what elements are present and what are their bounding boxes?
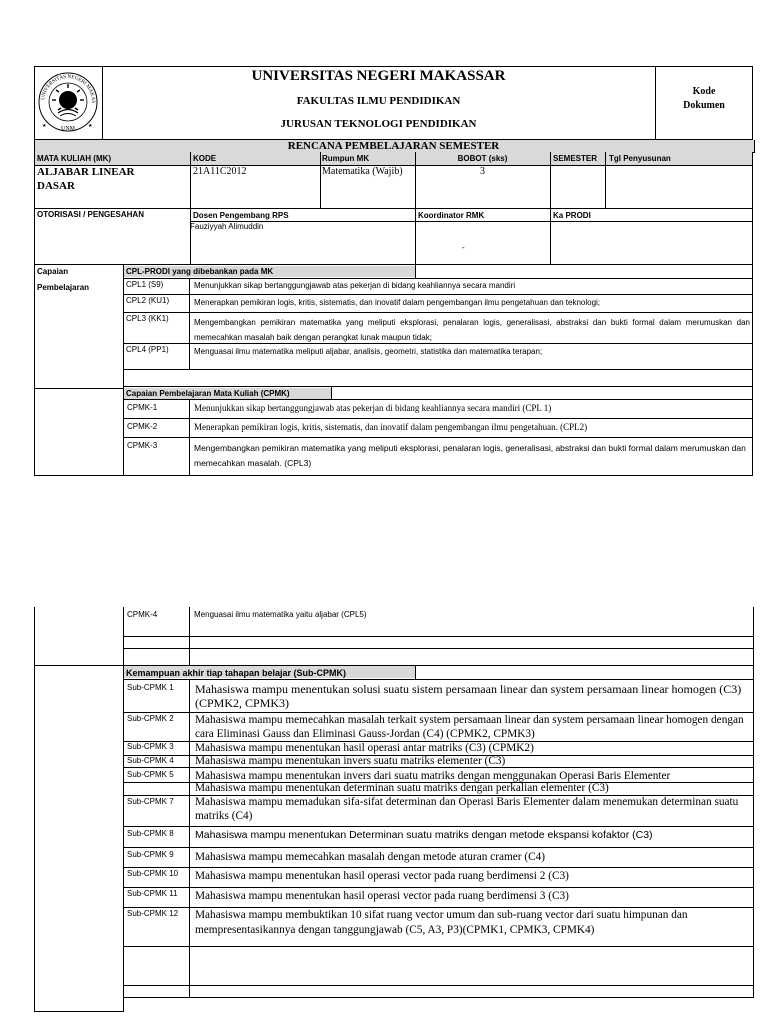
sub-cpmk-text: Mahasiswa mampu memecahkan masalah terkait system persamaan linear dan system persamaan linear homogen dengan cara Eliminasi Gauss dan Eliminasi Gauss-Jordan (C4) (CPMK2, CPMK3) xyxy=(195,714,744,740)
course-cluster: Matematika (Wajib) xyxy=(322,166,403,177)
sub-cpmk-code: Sub-CPMK 10 xyxy=(127,869,179,878)
faculty-name: FAKULTAS ILMU PENDIDIKAN xyxy=(296,95,461,107)
sub-cpmk-text: Mahasiswa mampu membuktikan 10 sifat ruang vector umum dan sub-ruang vector dari suatu himpunan dan mempresentasikannya dengan tanggungjawab (C5, A3, P3)(CPMK1, CPMK3, CPMK4) xyxy=(195,909,688,936)
department-name: JURUSAN TEKNOLOGI PENDIDIKAN xyxy=(280,118,477,130)
cpmk-code: CPMK-3 xyxy=(127,441,158,450)
logo-abbr: UNM xyxy=(60,126,76,132)
coordinator-value: - xyxy=(462,243,465,252)
sub-cpmk-text: Mahasiswa mampu menentukan hasil operasi vector pada ruang berdimensi 2 (C3) xyxy=(195,870,569,882)
cpl-code: CPL3 (KK1) xyxy=(126,314,169,323)
sub-cpmk-code: Sub-CPMK 3 xyxy=(127,742,174,751)
university-name: UNIVERSITAS NEGERI MAKASSAR xyxy=(251,68,506,84)
sub-cpmk-code: Sub-CPMK 12 xyxy=(127,909,179,918)
sub-cpmk-code: Sub-CPMK 4 xyxy=(127,756,174,765)
col-header-cluster: Rumpun MK xyxy=(322,154,370,163)
cpmk-code: CPMK-1 xyxy=(127,403,158,412)
sub-cpmk-code: Sub-CPMK 9 xyxy=(127,850,174,859)
course-name-line2: DASAR xyxy=(37,180,75,192)
rps-title: RENCANA PEMBELAJARAN SEMESTER xyxy=(287,140,500,152)
col-header-date: Tgl Penyusunan xyxy=(609,154,671,163)
outcomes-label-1: Capaian xyxy=(37,267,69,276)
course-code: 21A11C2012 xyxy=(193,166,247,177)
coordinator-label: Koordinator RMK xyxy=(418,211,485,220)
cpl-text: Menguasai ilmu matematika meliputi aljabar, analisis, geometri, statistika dan matematika terapan; xyxy=(194,347,543,356)
university-logo xyxy=(36,68,100,136)
sub-cpmk-text: Mahasiswa mampu menentukan determinan suatu matriks dengan perkalian elementer (C3) xyxy=(195,782,609,794)
sub-cpmk-text: Mahasiswa mampu memecahkan masalah dengan metode aturan cramer (C4) xyxy=(195,851,546,863)
col-header-semester: SEMESTER xyxy=(553,154,598,163)
cpl-header: CPL-PRODI yang dibebankan pada MK xyxy=(126,267,274,276)
cpmk-text: Mengembangkan pemikiran matematika yang meliputi eksplorasi, penalaran logis, generalisasi, abstraksi dan bukti formal dalam merumuskan dan memecahkan masalah. (CPL3) xyxy=(194,443,746,468)
cpmk-text: Menunjukkan sikap bertanggungjawab atas pekerjan di bidang keahliannya secara mandiri (CPL 1) xyxy=(194,403,552,413)
sub-cpmk-code: Sub-CPMK 7 xyxy=(127,797,174,806)
col-header-course: MATA KULIAH (MK) xyxy=(37,154,112,163)
sub-cpmk-text: Mahasiswa mampu menentukan invers dari suatu matriks dengan menggunakan Operasi Baris Elementer xyxy=(195,770,671,782)
cpmk4-text: Menguasai ilmu matematika yaitu aljabar (CPL5) xyxy=(194,610,367,619)
col-header-code: KODE xyxy=(193,154,217,163)
sub-cpmk-text: Mahasiswa mampu memadukan sifa-sifat determinan dan Operasi Baris Elementer dalam menemukan determinan suatu matriks (C4) xyxy=(195,796,739,822)
sub-cpmk-code: Sub-CPMK 2 xyxy=(127,714,174,723)
cpl-code: CPL2 (KU1) xyxy=(126,296,170,305)
cpl-code: CPL4 (PP1) xyxy=(126,345,169,354)
doc-code-label: Kode xyxy=(692,86,716,97)
sub-cpmk-header: Kemampuan akhir tiap tahapan belajar (Sub-CPMK) xyxy=(126,668,347,678)
svg-text:★: ★ xyxy=(42,123,47,129)
cpmk-text: Menerapkan pemikiran logis, kritis, sistematis, dan inovatif dalam pengembangan ilmu pengetahuan. (CPL2) xyxy=(194,422,588,432)
sub-cpmk-text: Mahasiswa mampu menentukan Determinan suatu matriks dengan metode ekspansi kofaktor (C3) xyxy=(195,829,653,841)
col-header-credits: BOBOT (sks) xyxy=(457,154,508,163)
svg-text:★: ★ xyxy=(88,123,93,129)
sub-cpmk-text: Mahasiswa mampu menentukan hasil operasi vector pada ruang berdimensi 3 (C3) xyxy=(195,890,569,902)
logo-text: UNIVERSITAS NEGERI MAKAS xyxy=(40,73,97,104)
course-name-line1: ALJABAR LINEAR xyxy=(37,166,135,178)
outcomes-label-2: Pembelajaran xyxy=(37,283,90,292)
sub-cpmk-text: Mahasiswa mampu menentukan solusi suatu sistem persamaan linear dan system persamaan linear homogen (C3) (CPMK2, CPMK3) xyxy=(195,682,742,710)
cpl-text: Menunjukkan sikap bertanggungjawab atas pekerjan di bidang keahliannya secara mandiri xyxy=(194,281,516,290)
sub-cpmk-code: Sub-CPMK 11 xyxy=(127,889,178,898)
course-credits: 3 xyxy=(480,166,485,177)
developer-label: Dosen Pengembang RPS xyxy=(193,211,289,220)
doc-code-label-2: Dokumen xyxy=(683,100,725,111)
sub-cpmk-code: Sub-CPMK 8 xyxy=(127,829,174,838)
cpl-code: CPL1 (S9) xyxy=(126,280,164,289)
developer-name: Fauziyyah Alimuddin xyxy=(190,222,264,231)
cpmk4-code: CPMK-4 xyxy=(127,610,158,619)
head-label: Ka PRODI xyxy=(553,211,591,220)
cpl-text: Menerapkan pemikiran logis, kritis, sistematis, dan inovatif dalam pengembangan ilmu pengetahuan dan teknologi; xyxy=(194,298,601,307)
authorization-label: OTORISASI / PENGESAHAN xyxy=(37,210,144,219)
cpmk-header: Capaian Pembelajaran Mata Kuliah (CPMK) xyxy=(126,389,290,398)
cpl-text: Mengembangkan pemikiran matematika yang meliputi eksplorasi, penalaran logis, generalisasi, abstraksi dan bukti formal dalam merumuskan dan memecahkan masalah baik dengan perangkat lunak maupun tidak; xyxy=(194,318,750,342)
sub-cpmk-text: Mahasiswa mampu menentukan invers suatu matriks elementer (C3) xyxy=(195,755,506,767)
sub-cpmk-code: Sub-CPMK 5 xyxy=(127,770,174,779)
cpmk-code: CPMK-2 xyxy=(127,422,158,431)
sub-cpmk-text: Mahasiswa mampu menentukan hasil operasi antar matriks (C3) (CPMK2) xyxy=(195,742,534,754)
sub-cpmk-code: Sub-CPMK 1 xyxy=(127,683,174,692)
